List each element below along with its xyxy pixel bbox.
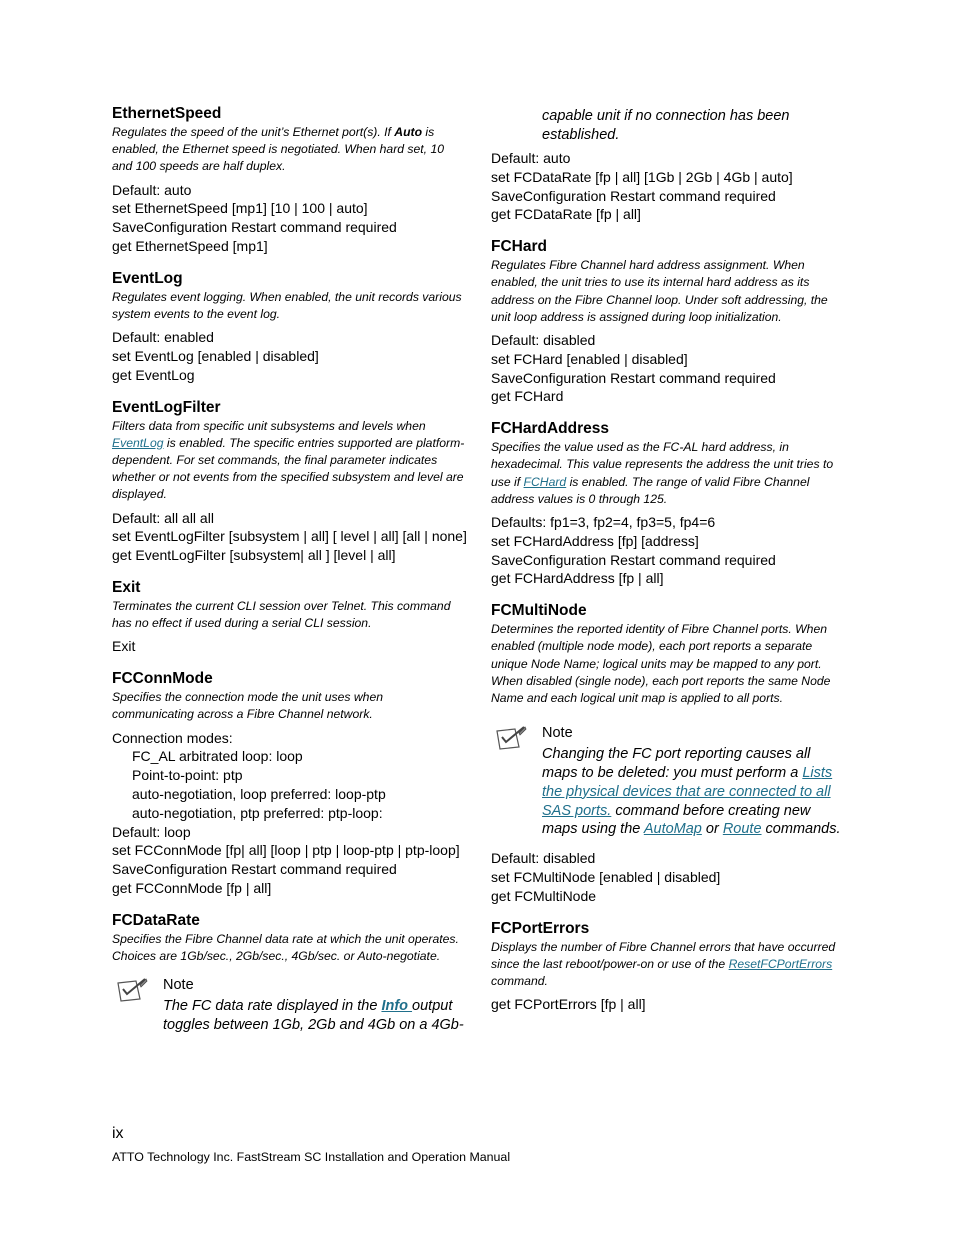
note-pencil-icon (116, 977, 148, 1003)
section-description: Terminates the current CLI session over Telnet. This command has no effect if used during a serial CLI session. (112, 599, 451, 631)
section-heading: FCMultiNode (491, 602, 587, 620)
description-text: Regulates the speed of the unit’s Ethernet port(s). If (112, 125, 395, 139)
section-description: Specifies the Fibre Channel data rate at which the unit operates. Choices are 1Gb/sec., 2Gb/sec., 4Gb/sec. or Auto-negotiate. (112, 931, 459, 963)
page-number: ix (112, 1125, 124, 1142)
note-text-part: command before creating new maps using the (542, 802, 811, 838)
section-heading: FCConnMode (112, 670, 213, 688)
command-line: Default: enabled (112, 329, 214, 346)
section-fcmultinode (491, 602, 846, 905)
command-line: set EventLog [enabled | disabled] (112, 348, 319, 364)
section-description (491, 439, 846, 508)
section-description: Regulates event logging. When enabled, the unit records various system events to the event log. (112, 289, 462, 321)
section-heading: EventLogFilter (112, 398, 221, 416)
section-heading: FCDataRate (112, 911, 200, 929)
note-box (491, 723, 846, 839)
lists-devices-link[interactable]: Lists the physical devices that are connected to all SAS ports. (542, 765, 833, 819)
modes-label: Connection modes: (112, 729, 233, 746)
note-text-part: or (701, 821, 723, 838)
command-line: get FCConnMode [fp | all] (112, 879, 272, 896)
command-line: get FCMultiNode (491, 887, 597, 904)
section-description: Regulates Fibre Channel hard address assignment. When enabled, the unit tries to use its internal hard address as its address on the Fibre Channel loop. Under soft addressing, the unit loop address is assigned during loop initialization. (491, 258, 828, 324)
command-line: get FCHardAddress [fp | all] (491, 570, 664, 587)
command-line: get EventLogFilter [subsystem| all ] [level | all] (112, 547, 396, 564)
command-line: set FCConnMode [fp| all] [loop | ptp | loop-ptp | ptp-loop] (112, 842, 460, 859)
section-heading: FCPortErrors (491, 919, 590, 937)
command-line: get FCHard (491, 388, 564, 405)
section-eventlogfilter (112, 399, 467, 565)
note-title: Note (163, 977, 194, 994)
section-heading: FCHard (491, 238, 547, 256)
automap-link[interactable]: AutoMap (643, 821, 702, 838)
note-continuation: capable unit if no connection has been established. (542, 108, 790, 143)
command-line: SaveConfiguration Restart command required (112, 861, 397, 878)
footer-title: ATTO Technology Inc. FastStream SC Installation and Operation Manual (112, 1150, 511, 1164)
route-link[interactable]: Route (722, 821, 762, 838)
description-text: is enabled. The specific entries supported are platform-dependent. For set commands, the final parameter indicates whether or not events from the specified subsystem and level are displayed. (112, 435, 465, 502)
command-line: Default: loop (112, 823, 191, 840)
command-line: get FCPortErrors [fp | all] (491, 996, 646, 1013)
command-line: set FCHardAddress [fp] [address] (491, 532, 699, 549)
section-description (112, 418, 467, 504)
description-text: is enabled. The range of valid Fibre Channel address values is 0 through 125. (491, 474, 810, 506)
command-line: set FCMultiNode [enabled | disabled] (491, 868, 721, 885)
mode-item: auto-negotiation, loop preferred: loop-ptp (132, 786, 386, 802)
section-ethernetspeed (112, 105, 467, 256)
command-line: get EventLog (112, 366, 195, 383)
command-line: get FCDataRate [fp | all] (491, 206, 641, 223)
section-heading: Exit (112, 579, 141, 596)
command-line: get EthernetSpeed [mp1] (112, 238, 268, 254)
description-text: is enabled, the Ethernet speed is negotiated. When hard set, 10 and 100 speeds are half duplex. (112, 125, 445, 174)
command-line: Default: all all all (112, 509, 214, 526)
section-fcdatarate-continued (491, 107, 846, 224)
section-fchardaddress (491, 420, 846, 588)
info-link[interactable]: Info (381, 998, 413, 1015)
section-eventlog (112, 270, 467, 385)
note-text-part: Changing the FC port reporting causes all maps to be deleted: you must perform a (542, 746, 811, 781)
command-line: Defaults: fp1=3, fp2=4, fp3=5, fp4=6 (491, 514, 716, 530)
command-line: set EventLogFilter [subsystem | all] [ level | all] [all | none] (112, 528, 467, 545)
fchard-link[interactable]: FCHard (523, 474, 567, 489)
section-fcconnmode (112, 670, 467, 898)
description-text: command. (491, 973, 548, 988)
note-box (112, 975, 467, 1035)
section-fcporterrors (491, 920, 846, 1014)
command-line: set FCHard [enabled | disabled] (491, 350, 688, 367)
note-title: Note (542, 725, 573, 742)
section-exit (112, 579, 467, 656)
note-pencil-icon (495, 725, 527, 751)
command-line: SaveConfiguration Restart command required (491, 551, 776, 568)
resetfcporterrors-link[interactable]: ResetFCPortErrors (728, 956, 833, 971)
note-text-part: output toggles between 1Gb, 2Gb and 4Gb on a 4Gb- (163, 998, 464, 1033)
section-fchard (491, 238, 846, 406)
section-heading: EventLog (112, 269, 183, 287)
command-line: Default: disabled (491, 850, 596, 867)
section-fcdatarate (112, 912, 467, 1035)
command-line: set FCDataRate [fp | all] [1Gb | 2Gb | 4Gb | auto] (491, 168, 793, 185)
mode-item: auto-negotiation, ptp preferred: ptp-loop: (132, 804, 383, 821)
command-line: Default: auto (112, 181, 192, 198)
section-description (112, 124, 467, 176)
command-line: set EthernetSpeed [mp1] [10 | 100 | auto] (112, 200, 368, 217)
mode-item: Point-to-point: ptp (132, 767, 243, 784)
section-heading: FCHardAddress (491, 420, 609, 438)
description-text: Specifies the value used as the FC-AL hard address, in hexadecimal. This value represents the address the unit tries to use if (491, 440, 834, 489)
note-text (491, 745, 846, 839)
section-description (491, 939, 846, 991)
mode-item: FC_AL arbitrated loop: loop (132, 748, 303, 765)
description-text: Displays the number of Fibre Channel errors that have occurred since the last reboot/power-on or use of the (491, 939, 836, 971)
command-line: Default: auto (491, 150, 571, 166)
description-bold: Auto (394, 125, 423, 139)
note-text-part: commands. (761, 821, 841, 838)
section-description: Determines the reported identity of Fibre Channel ports. When enabled (multiple node mode), each port reports a separate unique Node Name; logical units may be mapped to any port. When disabled (single node), each port reports the same Node Name and each logical unit map is applied to all ports. (491, 622, 831, 705)
note-text (112, 997, 467, 1035)
description-text: Filters data from specific unit subsystems and levels when (112, 418, 426, 433)
section-heading: EthernetSpeed (112, 105, 222, 122)
command-line: SaveConfiguration Restart command required (491, 187, 776, 204)
command-line: SaveConfiguration Restart command required (491, 369, 776, 386)
right-column (491, 105, 846, 1028)
section-description: Specifies the connection mode the unit uses when communicating across a Fibre Channel network. (112, 690, 384, 722)
note-text-part: The FC data rate displayed in the (163, 998, 382, 1015)
left-column (112, 105, 467, 1049)
command-line: Exit (112, 638, 136, 655)
command-line: Default: disabled (491, 332, 596, 348)
command-line: SaveConfiguration Restart command required (112, 219, 397, 236)
eventlog-link[interactable]: EventLog (112, 435, 164, 450)
